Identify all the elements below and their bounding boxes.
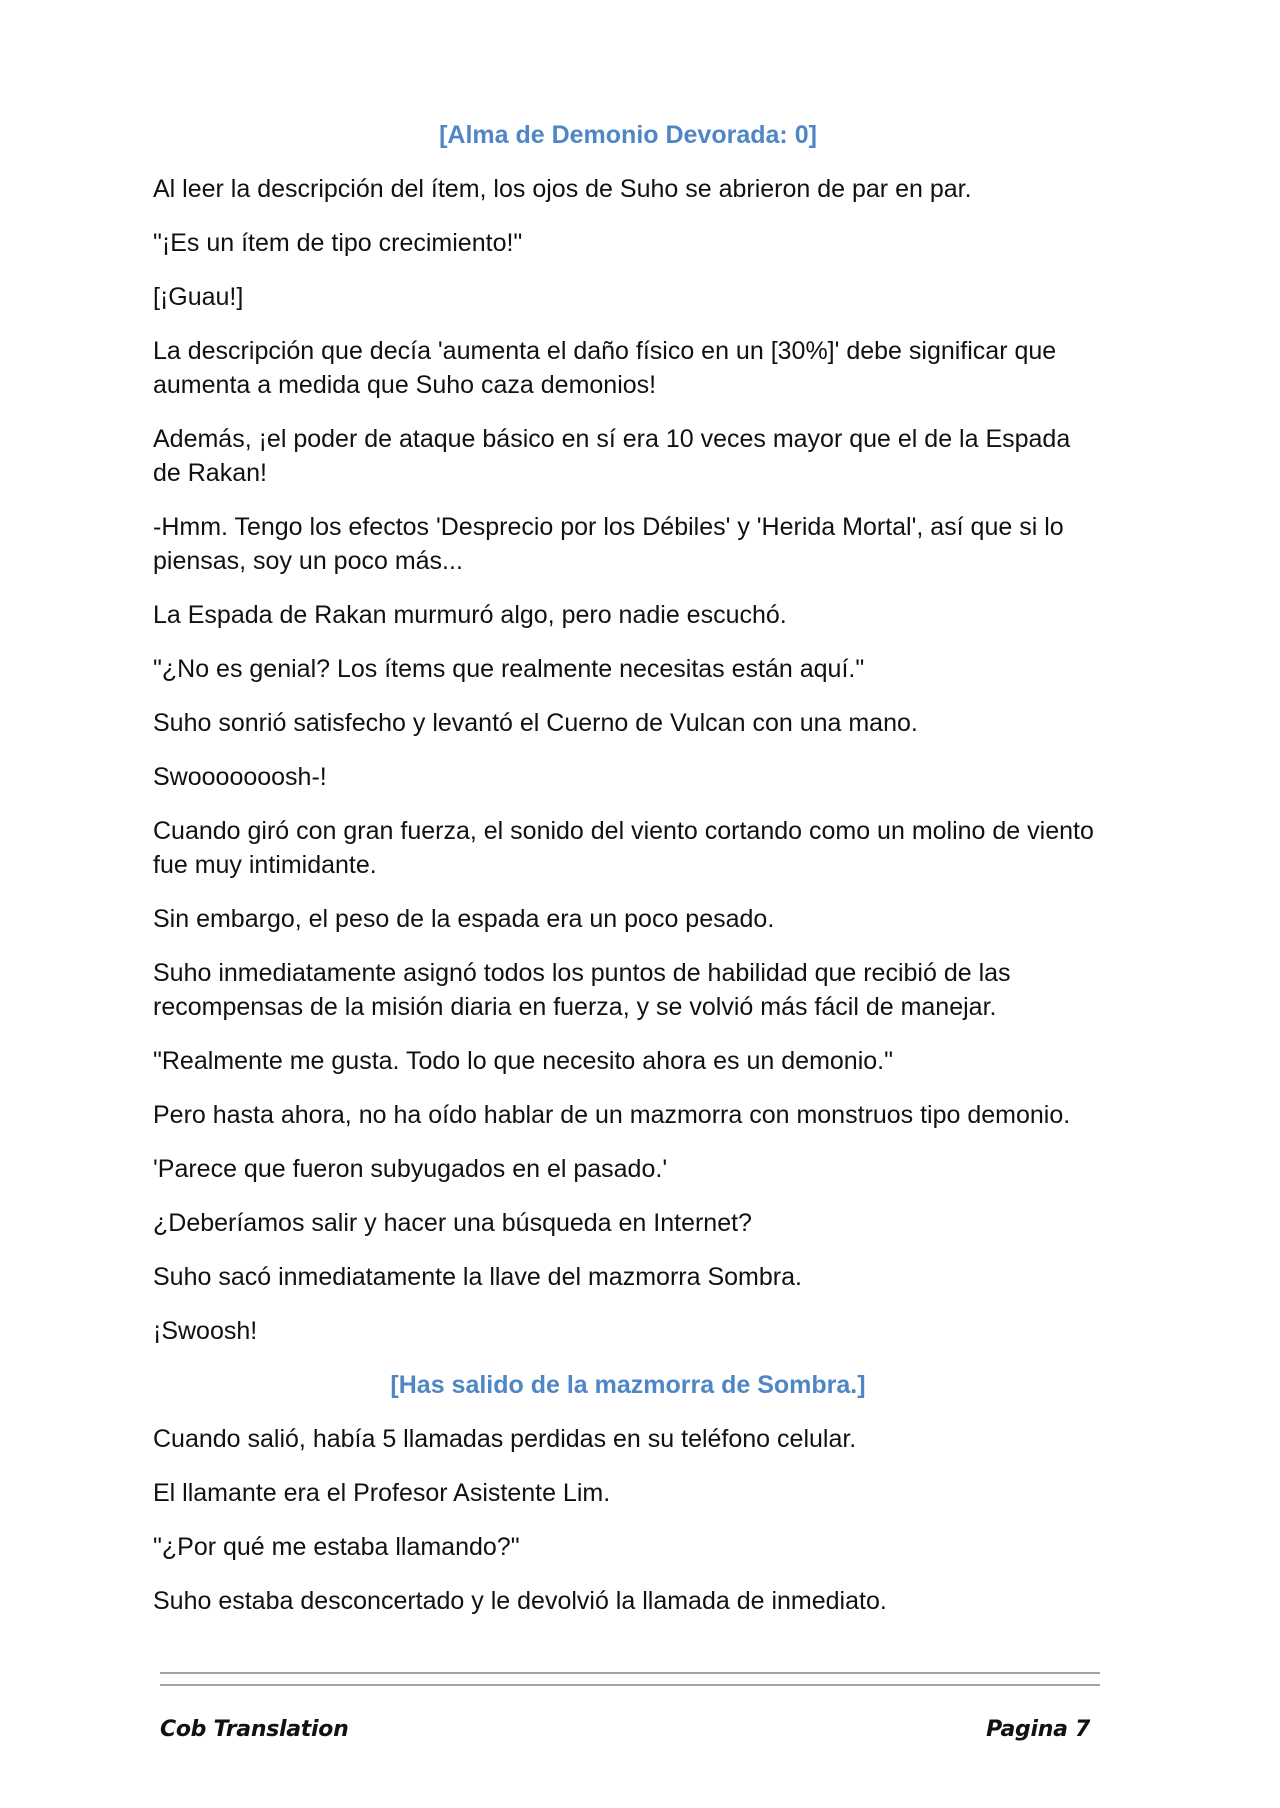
paragraph: El llamante era el Profesor Asistente Lim. — [153, 1479, 611, 1507]
paragraph: [¡Guau!] — [153, 283, 244, 311]
footer-credit: Cob Translation — [160, 1717, 349, 1742]
paragraph: ¿Deberíamos salir y hacer una búsqueda en Internet? — [153, 1209, 752, 1237]
paragraph: La Espada de Rakan murmuró algo, pero nadie escuchó. — [153, 601, 787, 629]
page-number: Pagina 7 — [986, 1717, 1090, 1742]
paragraph: Suho sonrió satisfecho y levantó el Cuerno de Vulcan con una mano. — [153, 709, 918, 737]
paragraph: Cuando giró con gran fuerza, el sonido del viento cortando como un molino de viento fue muy intimidante. — [153, 817, 1094, 879]
paragraph: La descripción que decía 'aumenta el daño físico en un [30%]' debe significar que aumenta a medida que Suho caza demonios! — [153, 337, 1057, 399]
paragraph: Suho inmediatamente asignó todos los puntos de habilidad que recibió de las recompensas de la misión diaria en fuerza, y se volvió más fácil de manejar. — [153, 959, 1011, 1021]
page-body — [153, 118, 1103, 1638]
paragraph: "¿Por qué me estaba llamando?" — [153, 1533, 520, 1561]
system-message-heading: [Has salido de la mazmorra de Sombra.] — [390, 1371, 866, 1399]
footer-divider-bottom — [160, 1684, 1100, 1686]
paragraph: ¡Swoosh! — [153, 1317, 258, 1345]
paragraph: Pero hasta ahora, no ha oído hablar de un mazmorra con monstruos tipo demonio. — [153, 1101, 1071, 1129]
paragraph: Al leer la descripción del ítem, los ojos de Suho se abrieron de par en par. — [153, 175, 972, 203]
paragraph: Suho estaba desconcertado y le devolvió la llamada de inmediato. — [153, 1587, 887, 1615]
paragraph: 'Parece que fueron subyugados en el pasado.' — [153, 1155, 668, 1183]
paragraph: Además, ¡el poder de ataque básico en sí era 10 veces mayor que el de la Espada de Rakan! — [153, 425, 1071, 487]
footer-divider-top — [160, 1672, 1100, 1674]
paragraph: -Hmm. Tengo los efectos 'Desprecio por los Débiles' y 'Herida Mortal', así que si lo piensas, soy un poco más... — [153, 513, 1064, 575]
paragraph: "Realmente me gusta. Todo lo que necesito ahora es un demonio." — [153, 1047, 893, 1075]
paragraph: "¿No es genial? Los ítems que realmente necesitas están aquí." — [153, 655, 865, 683]
paragraph: Cuando salió, había 5 llamadas perdidas en su teléfono celular. — [153, 1425, 857, 1453]
paragraph: "¡Es un ítem de tipo crecimiento!" — [153, 229, 523, 257]
system-message-heading: [Alma de Demonio Devorada: 0] — [439, 121, 817, 149]
paragraph: Swooooooosh-! — [153, 763, 327, 791]
paragraph: Sin embargo, el peso de la espada era un poco pesado. — [153, 905, 775, 933]
paragraph: Suho sacó inmediatamente la llave del mazmorra Sombra. — [153, 1263, 802, 1291]
